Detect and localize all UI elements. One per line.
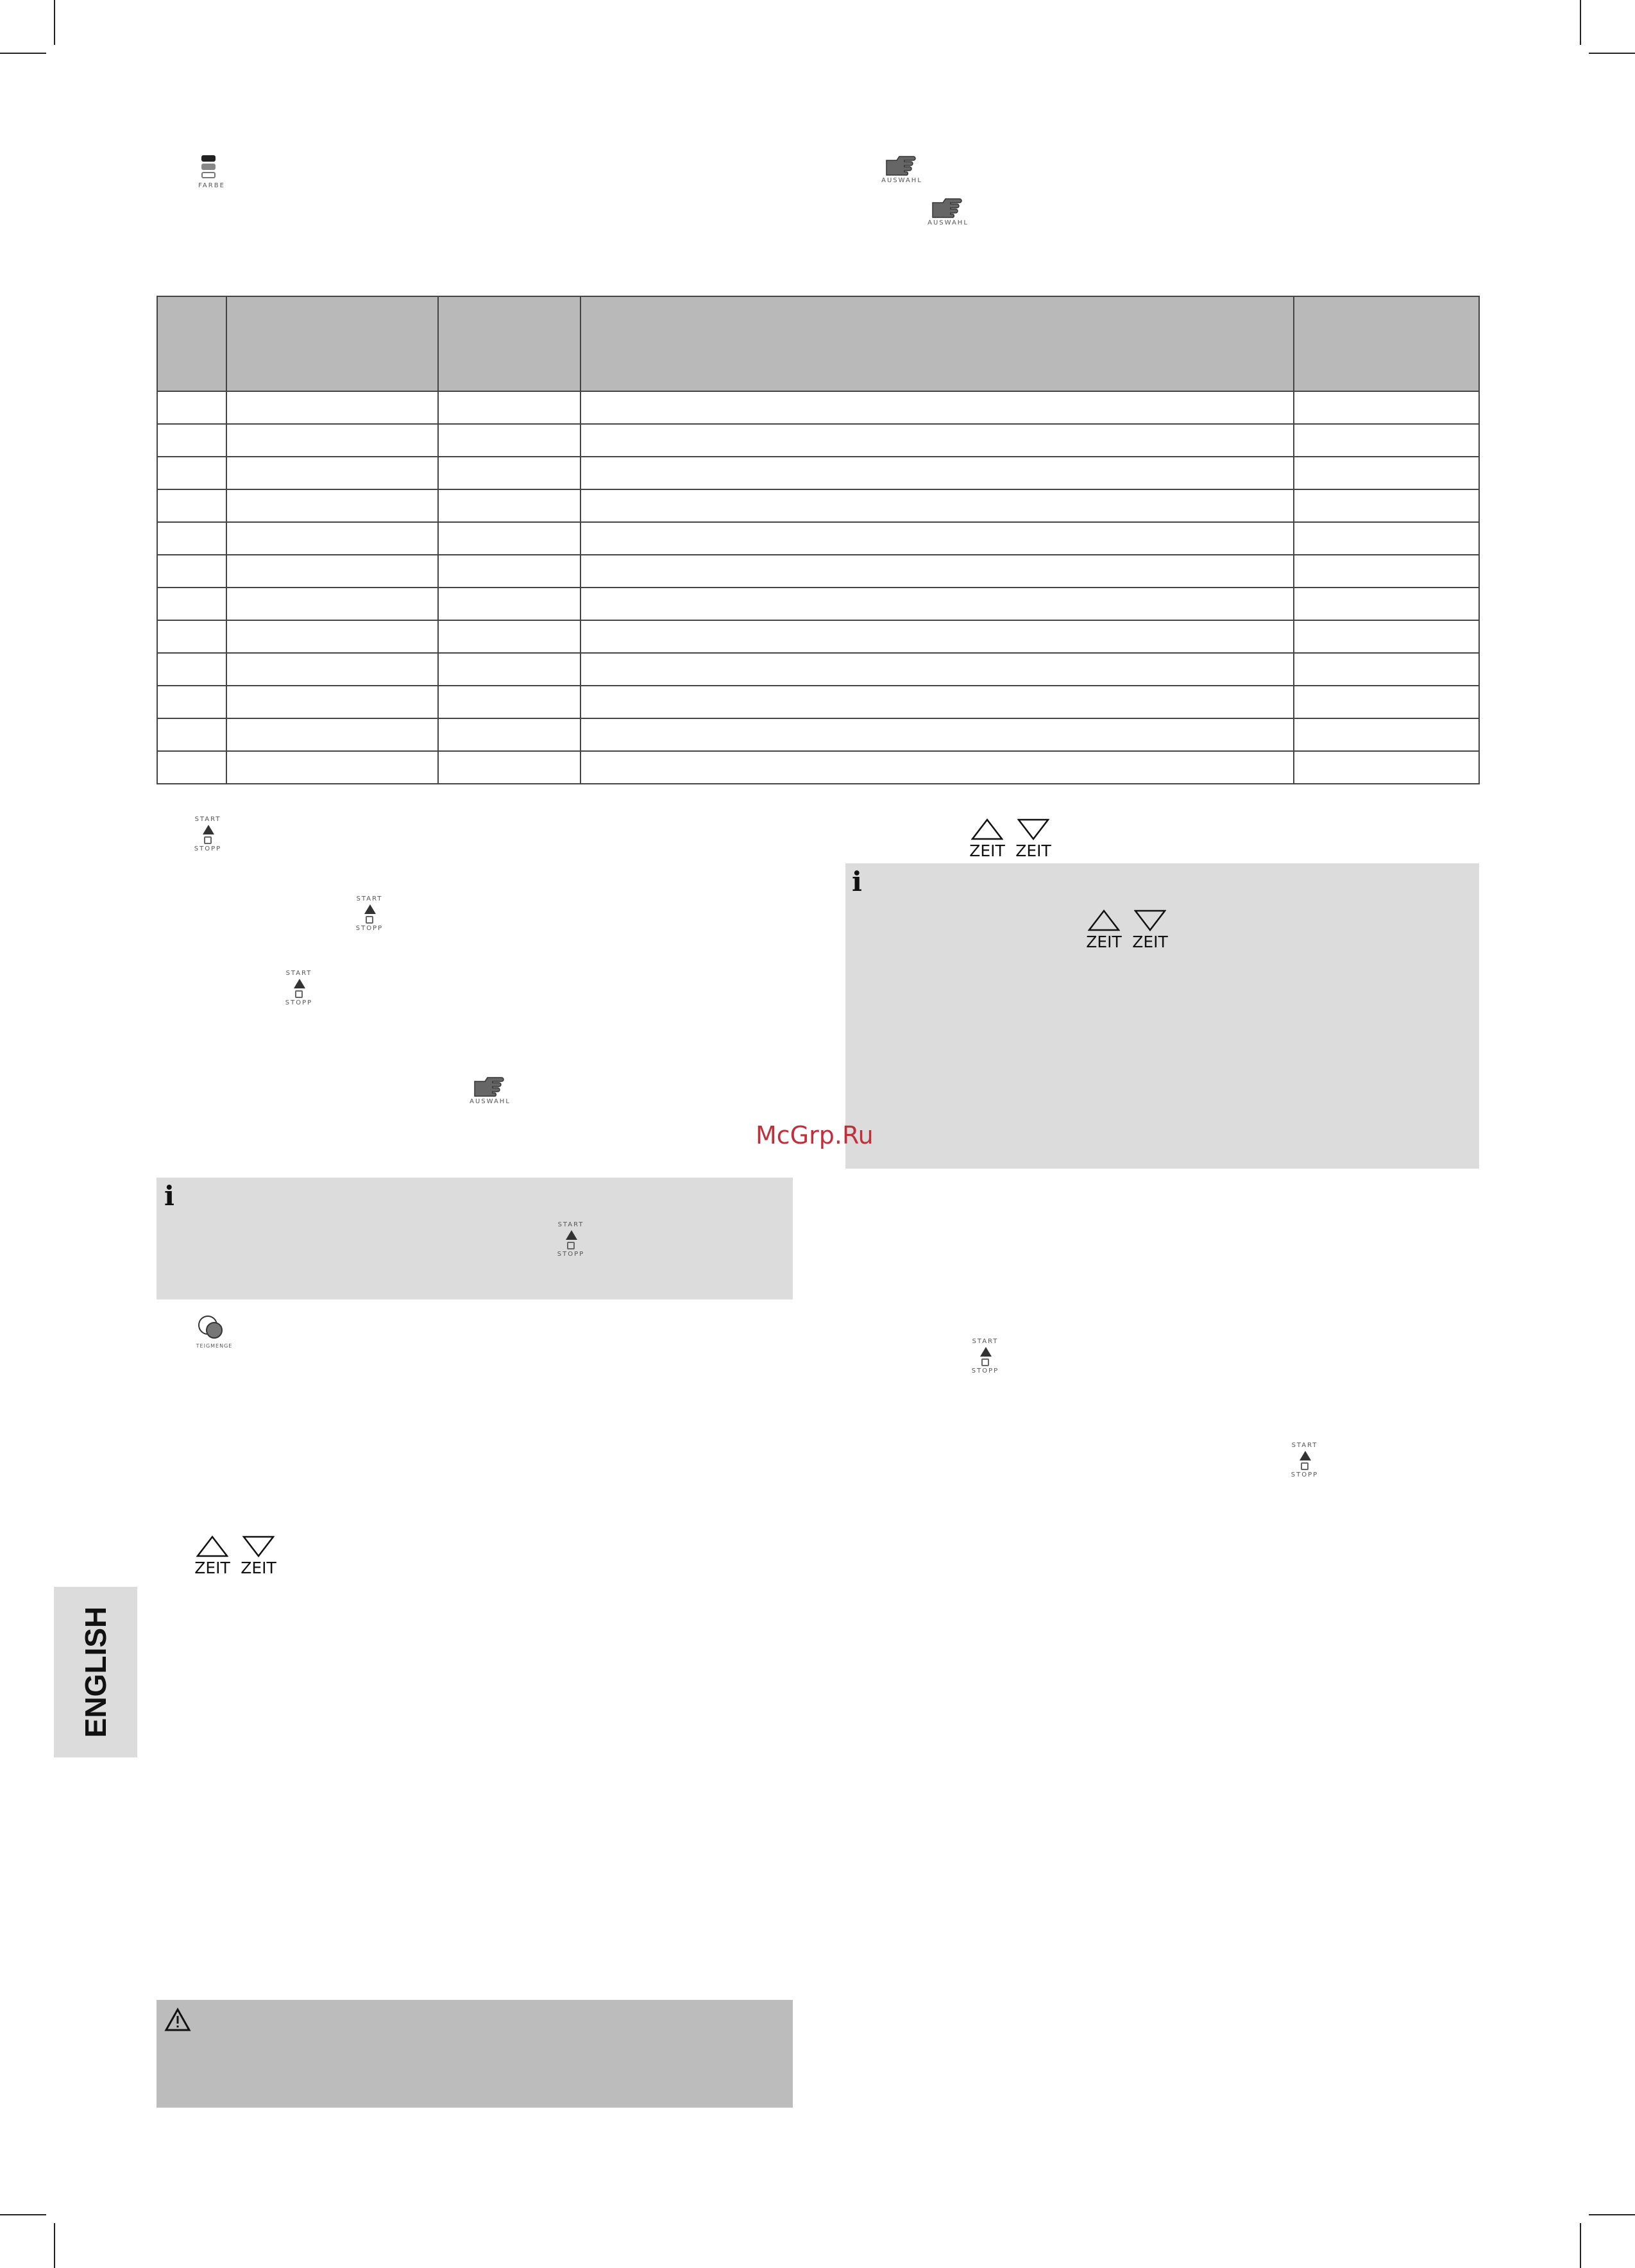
stopp-square-icon: [1301, 1462, 1309, 1470]
start-triangle-icon: [1300, 1451, 1311, 1460]
table-cell: [1294, 522, 1479, 555]
table-cell: [157, 391, 226, 424]
table-cell: [226, 522, 438, 555]
stopp-square-icon: [981, 1358, 989, 1366]
table-cell: [157, 457, 226, 489]
info-note-box: [157, 1178, 793, 1299]
table-cell: [226, 424, 438, 457]
table-cell: [1294, 620, 1479, 653]
start-stopp-button-icon: [966, 1338, 1004, 1383]
table-cell: [157, 555, 226, 588]
teigmenge-button-icon: [189, 1314, 240, 1358]
start-label: START: [1291, 1442, 1318, 1449]
start-triangle-icon: [980, 1347, 992, 1357]
info-note-box: [845, 863, 1479, 1169]
table-cell: [580, 588, 1294, 620]
triangle-down-icon: [1134, 910, 1166, 931]
crop-mark-top-left-h: [0, 53, 46, 54]
table-cell: [157, 489, 226, 522]
table-cell: [438, 391, 580, 424]
table-cell: [580, 718, 1294, 751]
table-cell: [580, 751, 1294, 784]
start-label: START: [557, 1221, 584, 1228]
table-cell: [438, 457, 580, 489]
crop-mark-top-right-h: [1589, 53, 1635, 54]
start-stopp-button-icon: [280, 970, 318, 1015]
table-row: [157, 588, 1479, 620]
auswahl-label: AUSWAHL: [470, 1098, 511, 1105]
start-triangle-icon: [364, 904, 376, 914]
table-row: [157, 653, 1479, 686]
crop-mark-top-left-v: [54, 0, 55, 45]
table-cell: [580, 457, 1294, 489]
table-cell: [157, 522, 226, 555]
table-cell: [580, 391, 1294, 424]
table-cell: [438, 489, 580, 522]
zeit-down-button: [1128, 910, 1173, 951]
warning-note-box: [157, 2000, 793, 2108]
table-cell: [580, 620, 1294, 653]
auswahl-button-icon-2: [922, 196, 974, 241]
stopp-label: STOPP: [194, 845, 222, 852]
table-cell: [226, 620, 438, 653]
table-cell: [157, 588, 226, 620]
language-tab: [54, 1587, 137, 1757]
farbe-button-icon: [192, 154, 231, 199]
zeit-buttons: [190, 1536, 286, 1580]
table-row: [157, 522, 1479, 555]
zeit-label: ZEIT: [1086, 933, 1122, 951]
zeit-up-button: [1081, 910, 1126, 951]
stopp-label: STOPP: [1291, 1471, 1319, 1478]
table-cell: [157, 620, 226, 653]
table-header-cell: [157, 296, 226, 391]
triangle-up-icon: [196, 1536, 228, 1557]
stopp-square-icon: [295, 990, 303, 998]
table-cell: [580, 424, 1294, 457]
table-cell: [157, 686, 226, 718]
zeit-label: ZEIT: [1015, 842, 1051, 860]
table-cell: [1294, 653, 1479, 686]
table-cell: [1294, 457, 1479, 489]
pointing-hand-icon: [473, 1075, 505, 1097]
start-triangle-icon: [566, 1230, 577, 1240]
table-cell: [438, 653, 580, 686]
table-row: [157, 686, 1479, 718]
table-cell: [1294, 718, 1479, 751]
table-cell: [157, 653, 226, 686]
table-header-row: [157, 296, 1479, 391]
table-cell: [1294, 489, 1479, 522]
table-cell: [226, 588, 438, 620]
table-cell: [1294, 555, 1479, 588]
table-cell: [226, 718, 438, 751]
zeit-label: ZEIT: [194, 1559, 230, 1577]
table-row: [157, 489, 1479, 522]
table-cell: [157, 751, 226, 784]
start-triangle-icon: [203, 825, 214, 834]
zeit-label: ZEIT: [241, 1559, 276, 1577]
info-icon: i: [852, 866, 862, 897]
table-cell: [1294, 391, 1479, 424]
table-cell: [580, 653, 1294, 686]
crop-mark-bottom-left-v: [54, 2223, 55, 2268]
table-cell: [580, 686, 1294, 718]
start-triangle-icon: [294, 979, 305, 988]
dough-amount-icon: [195, 1314, 227, 1341]
warning-triangle-icon: [164, 2008, 191, 2032]
stopp-square-icon: [204, 836, 212, 844]
zeit-up-button: [190, 1536, 235, 1577]
table-cell: [438, 751, 580, 784]
triangle-up-icon: [1088, 910, 1120, 931]
table-cell: [438, 522, 580, 555]
zeit-label: ZEIT: [969, 842, 1005, 860]
farbe-label: FARBE: [198, 182, 225, 189]
stopp-label: STOPP: [971, 1367, 999, 1375]
stopp-square-icon: [567, 1242, 575, 1249]
info-icon: i: [164, 1180, 174, 1212]
watermark-text: McGrp.Ru: [756, 1121, 874, 1149]
table-cell: [157, 424, 226, 457]
table-cell: [226, 489, 438, 522]
start-label: START: [194, 816, 221, 823]
table-cell: [438, 424, 580, 457]
zeit-down-button: [236, 1536, 281, 1577]
start-stopp-button-icon: [189, 816, 227, 861]
program-table: [157, 296, 1480, 784]
table-cell: [438, 588, 580, 620]
zeit-up-button: [965, 818, 1010, 860]
table-cell: [438, 555, 580, 588]
stopp-label: STOPP: [355, 925, 384, 932]
auswahl-label: AUSWAHL: [881, 177, 922, 184]
zeit-buttons: [965, 818, 1061, 863]
triangle-down-icon: [242, 1536, 275, 1557]
start-label: START: [356, 895, 383, 902]
table-row: [157, 718, 1479, 751]
table-cell: [157, 718, 226, 751]
table-cell: [1294, 751, 1479, 784]
start-stopp-button-icon: [350, 895, 389, 940]
table-row: [157, 424, 1479, 457]
table-cell: [226, 751, 438, 784]
table-header-cell: [438, 296, 580, 391]
triangle-down-icon: [1017, 818, 1049, 840]
teigmenge-label: TEIGMENGE: [196, 1343, 233, 1349]
table-row: [157, 457, 1479, 489]
table-cell: [580, 555, 1294, 588]
table-cell: [438, 686, 580, 718]
table-cell: [226, 457, 438, 489]
start-stopp-button-icon: [1285, 1442, 1324, 1487]
table-cell: [438, 620, 580, 653]
table-cell: [580, 522, 1294, 555]
table-cell: [1294, 686, 1479, 718]
table-cell: [226, 555, 438, 588]
zeit-down-button: [1011, 818, 1056, 860]
pointing-hand-icon: [885, 154, 917, 176]
auswahl-button-icon-3: [464, 1075, 516, 1120]
table-row: [157, 751, 1479, 784]
zeit-label: ZEIT: [1132, 933, 1168, 951]
table-header-cell: [226, 296, 438, 391]
crop-mark-bottom-right-h: [1589, 2214, 1635, 2215]
start-label: START: [972, 1338, 999, 1345]
auswahl-label: AUSWAHL: [928, 219, 969, 226]
start-stopp-button-icon: [552, 1221, 590, 1266]
table-cell: [1294, 588, 1479, 620]
pointing-hand-icon: [931, 196, 963, 218]
table-cell: [580, 489, 1294, 522]
stopp-label: STOPP: [557, 1251, 585, 1258]
stopp-label: STOPP: [285, 999, 313, 1006]
table-cell: [226, 686, 438, 718]
auswahl-button-icon: [876, 154, 928, 199]
table-cell: [226, 391, 438, 424]
table-row: [157, 555, 1479, 588]
table-header-cell: [580, 296, 1294, 391]
table-cell: [438, 718, 580, 751]
table-row: [157, 391, 1479, 424]
table-cell: [226, 653, 438, 686]
crop-mark-bottom-right-v: [1580, 2223, 1581, 2268]
table-cell: [1294, 424, 1479, 457]
stopp-square-icon: [366, 916, 373, 924]
start-label: START: [285, 970, 312, 977]
crop-mark-bottom-left-h: [0, 2214, 46, 2215]
table-row: [157, 620, 1479, 653]
crop-mark-top-right-v: [1580, 0, 1581, 45]
language-tab-label: ENGLISH: [79, 1606, 112, 1738]
table-header-cell: [1294, 296, 1479, 391]
zeit-buttons: [1081, 910, 1178, 954]
triangle-up-icon: [971, 818, 1003, 840]
